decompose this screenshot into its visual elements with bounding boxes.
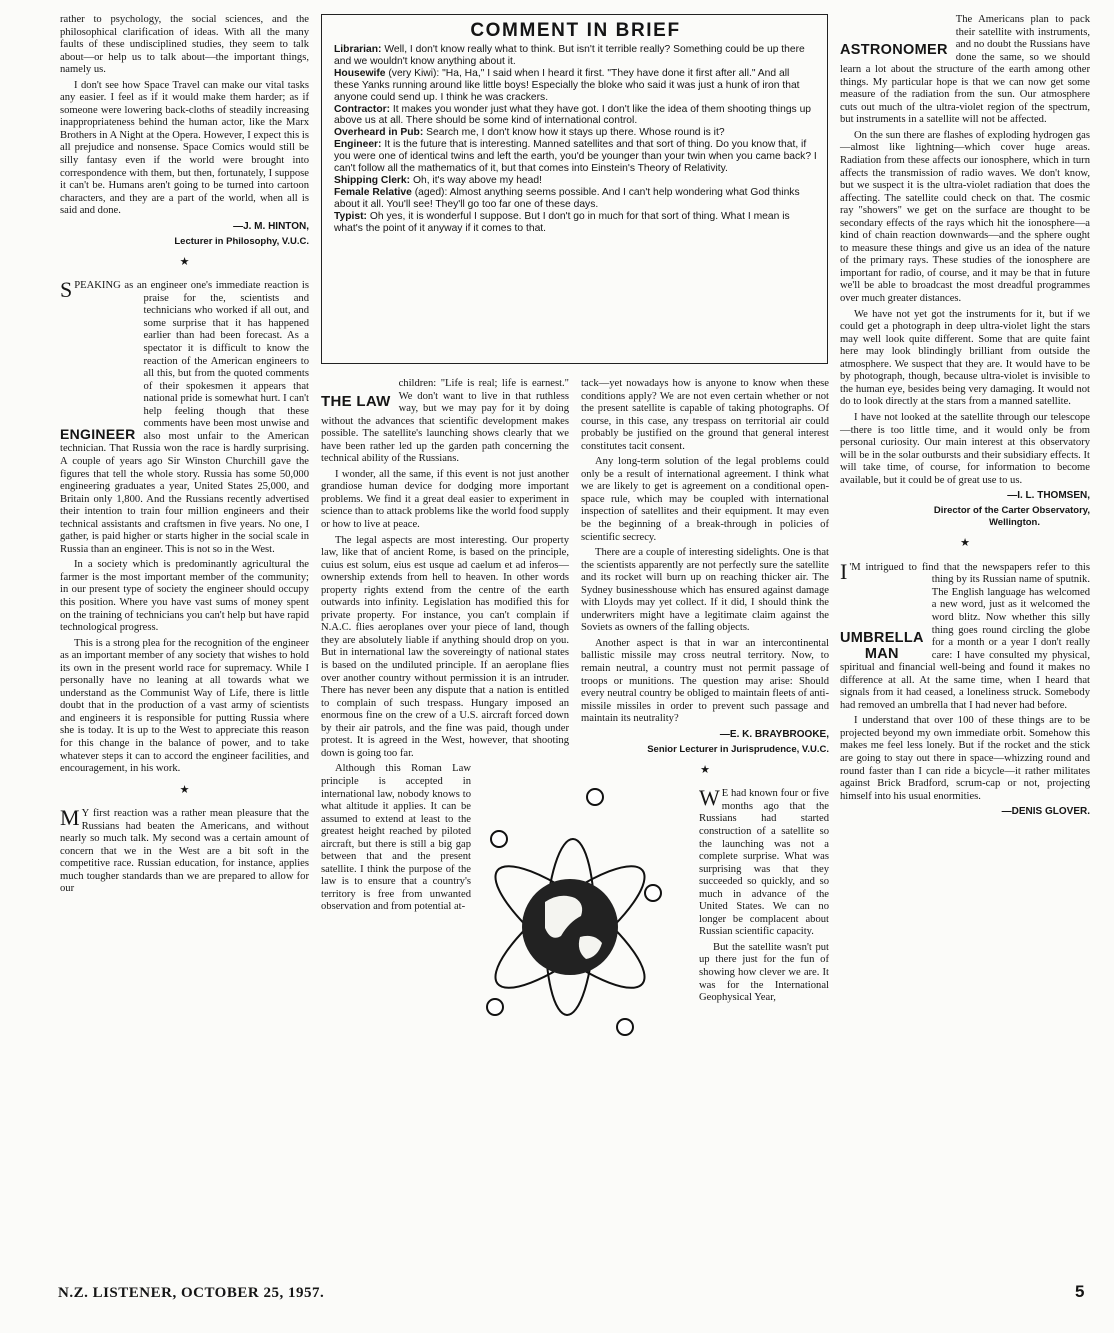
braybrooke-signature: —E. K. BRAYBROOKE, [719, 728, 829, 740]
astronomer-para-1: ASTRONOMER The Americans plan to pack their satellite with instruments, and no doubt the Russians have done the same, so we should learn a lot about the structure of the earth among other things. My particular hope is that we can now get some measure of the radiation from the sun. Our atmosphere cuts out much of the ultra-violet region of the spectrum, but instruments in a satellite will not be affected. [840, 14, 1090, 126]
astronomer-para-3: We have not yet got the instruments for it, but if we could get a photograph in deep ultra-violet light the stars may well look quite different. Some that are quite faint here may look blindingly brilliant from outside the atmosphere. We suspect that they are. It would have to be by photograph, though, because ultra-violet is invisible to the human eye, besides being very damaging. It would not do to look directly at the stars from a manned satellite. [840, 308, 1090, 408]
box-item: Engineer: It is the future that is interesting. Manned satellites and that sort of thing. Do you know that, if you were one of identical twins and left the earth, you'd be younger than your twin when you came back? I can't follow all the mathematics of it, but that comes into Einstein's Theory of Relativity. [334, 139, 817, 175]
box-item: Shipping Clerk: Oh, it's way above my head! [334, 174, 542, 186]
drop-cap: I [840, 558, 848, 584]
glover-signature: —DENIS GLOVER. [1001, 806, 1090, 818]
law-para-8: Another aspect is that in war an intercontinental ballistic missile may cross neutral territory. Now, to remain neutral, a country must not permit passage of troops or munitions. The question may arise: Should every neutral country be obliged to maintain fleets of anti-missile missiles in order to prevent such passage and maintain its neutrality? [581, 637, 829, 725]
drop-cap: M [60, 805, 80, 831]
the-law-side-heading: THE LAW [321, 393, 391, 410]
hinton-para-1: rather to psychology, the social sciences, and the philosophical clarification of ideas. With all the many faults of these undisciplined studies, they seem to talk about—or help us to talk about—the important things, namely us. [60, 14, 309, 76]
thomsen-title: Director of the Carter Observatory, [933, 505, 1090, 517]
engineer-para-3: This is a strong plea for the recognition of the engineer as an important member of any society that wishes to hold its own in the present world race for supremacy. While I personally have no leaning at all towards what we understand as the Communist Way of Life, there is little doubt that in the production of a vast army of scientists and engineers it is responsible for putting Russia where she is today. It is up to the West to appreciate this reason for this change in the balance of power, and to take whatever steps it can to accord the engineer facilities, and encouragement, in his work. [60, 637, 309, 775]
we-had-known-para: W E had known four or five months ago that the Russians had started construction of a satellite so the launching was not a complete surprise. What was surprising was that they succeeded so quickly, and so much in advance of the United States. We can no longer be complacent about Russian scientific capacity. [699, 785, 829, 938]
box-item: Female Relative (aged): Almost anything seems possible. And I can't help wondering what God thinks about it all. You'll see! They'll go too far one of these days. [334, 186, 800, 210]
box-item: Librarian: Well, I don't know really what to think. But isn't it terrible really? Something could be up there and we wouldn't know anything about it. [334, 44, 805, 67]
astronomer-para-2: On the sun there are flashes of exploding hydrogen gas—almost like lightning—which cover huge areas. Radiation from these affects our ionosphere, which in turn affects the transmission of radio waves. We don't know, but we suspect it is the ultra-violet radiation that does the affecting. The satellite could check on that. The cosmic ray "showers" we get on the surface are thought to be secondary effects of the rays which hit the ionosphere—a kind of chain reaction downwards—and the sphere ought to measure these things and give us an idea of the nature of the primary rays. These studies of the ionosphere are important for radio, of course, and it may be that in future we'll be able to broadcast the most dreadful programmes over much greater distances. [840, 129, 1090, 305]
separator-star-icon: ★ [179, 783, 190, 796]
law-para-4: Although this Roman Law principle is accepted in international law, nobody knows to what altitude it applies. It can be assumed to extend at least to the greatest height reached by piloted aircraft, but there is still a big gap between that and the present satellite. I think the purpose of the law is to ensure that a country's territory is free from unwanted observation and from potential at- [321, 763, 569, 914]
engineer-para-2: In a society which is predominantly agricultural the farmer is the most important member of the community; in our present type of society the engineer should occupy this position. Where you have vast sums of money spent on the training of technicians you can't help but have rapid technological progress. [60, 559, 309, 634]
mean-pleasure-text: Y first reaction was a rather mean pleasure that the Russians had beaten the Americans, and without nearly so much talk. My second was a certain amount of concern that we in the West are a bit soft in the competitive race. Russian education, for instance, applies much tougher standards than we are prepared to allow for our [60, 808, 309, 895]
column-3 [581, 378, 829, 1008]
hinton-para-2: I don't see how Space Travel can make our vital tasks any easier. I feel as if it would make them harder; as if someone were lowering back-cloths of steadily increasing inappropriateness behind the human actor, like the Marx Brothers in A Night at the Opera. However, I expect this is all prejudice and nonsense. Space Comics would still be silly fantasy even if the world were brought into correspondence with them, but then, fortunately, I suppose it can't be. Humans aren't going to be turned into cartoon characters, and they are a part of the world, when all is said and done. [60, 79, 309, 217]
mean-pleasure-para [60, 805, 309, 896]
box-item: Typist: Oh yes, it is wonderful I suppose. But I don't go in much for that sort of thing. What I mean is what's the point of it anyway if it comes to that. [334, 210, 790, 234]
engineer-para-1 [60, 277, 309, 556]
box-item: Overheard in Pub: Search me, I don't know how it stays up there. Whose round is it? [334, 127, 725, 139]
engineer-side-heading: ENGINEER [60, 426, 136, 443]
thomsen-signature: —I. L. THOMSEN, [1007, 490, 1090, 502]
box-item: Housewife (very Kiwi): "Ha, Ha," I said when I heard it first. "They have done it first after all." And all these Yanks running around like little boys! Especially the bloke who said it was just a hunk of iron that anyone could send up. I think he was crackers. [334, 67, 800, 103]
law-para-2: I wonder, all the same, if this event is not just another grandiose human device for dodging more important problems. We find it a great deal easier to experiment in science than to attack problems like the world food supply or how to live at peace. [321, 468, 569, 531]
issue-footer: N.Z. LISTENER, OCTOBER 25, 1957. [58, 1285, 325, 1301]
law-para-7: There are a couple of interesting sidelights. One is that the scientists apparently are not perfectly sure the satellite and its rocket will burn up on reaching thicker air. The Sydney businesshouse which has ensured against damage with Lloyds may yet collect. If it did, I should think the underwriters might have a legitimate claim against the Soviets as owners of the falling objects. [581, 547, 829, 634]
umbrella-para-1: I UMBRELLA MAN 'M intrigued to find that the newspapers refer to this thing by its Russian name of sputnik. The English language has welcomed a new word, just as it welcomed the word blitz. Now whether this silly thing goes round circling the globe for a month or a year I don't really care: I have consulted my physical, spiritual and financial well-being and found it makes no difference at all. At the same time, when I heard that signals from it had ceased, a loneliness struck. Somebody had removed an umbrella that I had never had before. [840, 558, 1090, 711]
satellite-purpose-para: But the satellite wasn't put up there just for the fun of showing how clever we are. It was for the International Geophysical Year, [699, 941, 829, 1004]
engineer-text: PEAKING as an engineer one's immediate reaction is praise for the, scientists and technicians who worked if all out, and some surprise that it has happened earlier than had been forecast. As a spectator it is difficult to know the reaction of the American engineers to all this, but from the quoted comments of their spokesmen it appears that national pride is somewhat hurt. I can't help feeling though that these comments have been most unwise and also most unfair to the American technician. That Russia won the race is hardly surprising. A couple of years ago Sir Winston Churchill gave the figures that tell the whole story. Russia has some 50,000 engineering graduates a year, United States 25,000, and Britain only 1,800. And the Russians recently advertised their intention to train four million engineers and their technical assistants and craftsmen in five years. No one, I gather, is paid higher or starts higher in the social scale in Russia than an engineer. This is not so in the West. [60, 280, 309, 555]
separator-star-icon: ★ [179, 255, 190, 268]
comment-in-brief-box [321, 14, 828, 364]
drop-cap: W [699, 785, 720, 811]
umbrella-man-side-heading: UMBRELLA MAN [840, 629, 924, 662]
separator-star-icon: ★ [960, 537, 970, 550]
column-1 [60, 14, 309, 899]
box-item: Contractor: It makes you wonder just what they have got. I don't like the idea of them shooting things up above us at all. There should be some kind of international control. [334, 103, 812, 127]
hinton-title: Lecturer in Philosophy, V.U.C. [174, 235, 309, 247]
hinton-signature: —J. M. HINTON, [233, 220, 309, 232]
column-4 [840, 14, 1090, 821]
law-para-3: The legal aspects are most interesting. Our property law, like that of ancient Rome, is based on the principle, cuius est solum, eius est usque ad caelum et ad inferos—ownership extends from hell to heaven. In other words property rights extend from the centre of the earth outwards into infinity. Legislation has modified this for private property. For instance, you can't complain if N.A.C. flies aeroplanes over your piece of land, though they are absolutely liable if anything should drop on you. But in international law the sovereingty of national states is based on the undiluted principle. If an aeroplane flies over another country without permission it is an intruder. There has never been any dispute that a nation is entitled to complain of such trespass. Hungary imposed an enormous fine on the crew of a U.S. aircraft forced down by their air patrols, and the fine was paid, though under protest. It is agreed in the West, however, that shooting down is going too far. [321, 534, 569, 759]
separator-star-icon: ★ [700, 763, 710, 776]
thomsen-place: Wellington. [988, 517, 1040, 529]
page-number: 5 [1075, 1282, 1085, 1301]
geophysical-section [581, 785, 829, 1004]
column-2 [321, 378, 569, 1067]
law-para-1: THE LAW children: "Life is real; life is earnest." We don't want to live in that ruthless way, but we may pay for it by doing without the advances that scientific development makes possible. The satellite's launching shows clearly that we have been rather led up the garden path concerning the technical ability of the Russians. [321, 378, 569, 465]
braybrooke-title: Senior Lecturer in Jurisprudence, V.U.C. [647, 743, 829, 755]
law-para-5: tack—yet nowadays how is anyone to know when these conditions apply? We are not even certain whether or not the present satellite is capable of taking photographs. Of course, in this case, any trespass on territorial air could probably be justified on the ground that general interest constitutes tacit consent. [581, 378, 829, 452]
box-title: COMMENT IN BRIEF [470, 20, 681, 41]
drop-cap: S [60, 277, 73, 303]
astronomer-side-heading: ASTRONOMER [840, 42, 948, 58]
law-para-6: Any long-term solution of the legal problems could only be a result of international agreement. I think what we are likely to get is agreement on a conditional open-space rule, which may be coupled with international inspection of satellites and their equipment. It may even be the beginning of a break-through in policies of scientific secrecy. [581, 456, 829, 543]
umbrella-para-2: I understand that over 100 of these things are to be projected beyond my own immediate orbit. Somehow this makes me feel less lonely. But if the rocket and the stick are going to stay out there in space—whizzing round and round faster than I can ride a bicycle—it rather militates against Brick Bradford, scrum-cap or not, projecting himself into his usual enormities. [840, 715, 1090, 802]
astronomer-para-4: I have not looked at the satellite through our telescope—there is too little time, and it would only be from personal curiosity. Our main interest at this observatory will be in the solar outbursts and their subsidiary effects. It will take time, of course, for information to become available, but it could be of great use to us. [840, 411, 1090, 486]
